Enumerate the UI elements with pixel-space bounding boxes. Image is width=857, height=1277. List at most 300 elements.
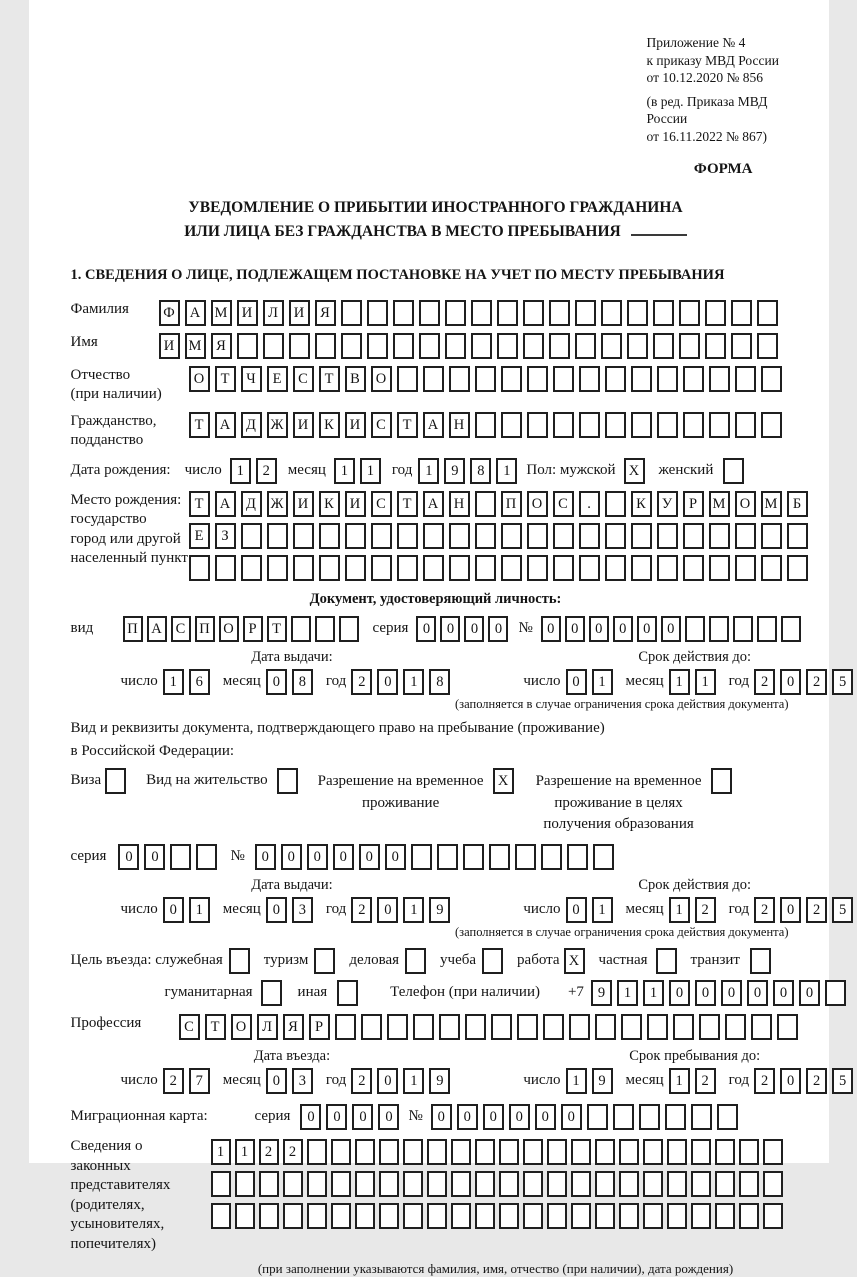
char-cell[interactable] xyxy=(639,1104,660,1130)
char-cell[interactable] xyxy=(445,300,466,326)
char-cell[interactable]: А xyxy=(215,412,236,438)
char-cell[interactable] xyxy=(547,1139,567,1165)
char-cell[interactable] xyxy=(757,616,777,642)
char-cell[interactable] xyxy=(575,300,596,326)
char-cell[interactable]: Р xyxy=(683,491,704,517)
char-cell[interactable]: 2 xyxy=(806,1068,827,1094)
char-cell[interactable] xyxy=(283,1171,303,1197)
char-cell[interactable] xyxy=(445,333,466,359)
char-cell[interactable]: К xyxy=(631,491,652,517)
char-cell[interactable]: 1 xyxy=(496,458,517,484)
char-cell[interactable]: 0 xyxy=(565,616,585,642)
char-cell[interactable] xyxy=(579,366,600,392)
char-cell[interactable] xyxy=(627,333,648,359)
char-cell[interactable]: Я xyxy=(315,300,336,326)
char-cell[interactable]: 1 xyxy=(189,897,210,923)
char-cell[interactable] xyxy=(379,1203,399,1229)
char-cell[interactable] xyxy=(761,412,782,438)
char-cell[interactable]: О xyxy=(189,366,210,392)
char-cell[interactable] xyxy=(621,1014,642,1040)
char-cell[interactable] xyxy=(475,523,496,549)
char-cell[interactable] xyxy=(259,1203,279,1229)
char-cell[interactable]: 0 xyxy=(561,1104,582,1130)
char-cell[interactable] xyxy=(709,616,729,642)
char-cell[interactable] xyxy=(367,300,388,326)
char-cell[interactable]: И xyxy=(159,333,180,359)
char-cell[interactable] xyxy=(471,300,492,326)
char-cell[interactable] xyxy=(189,555,210,581)
char-cell[interactable] xyxy=(553,412,574,438)
char-cell[interactable] xyxy=(237,333,258,359)
char-cell[interactable]: 0 xyxy=(378,1104,399,1130)
char-cell[interactable] xyxy=(235,1203,255,1229)
char-cell[interactable]: 2 xyxy=(806,669,827,695)
char-cell[interactable] xyxy=(685,616,705,642)
char-cell[interactable]: У xyxy=(657,491,678,517)
char-cell[interactable]: 0 xyxy=(488,616,508,642)
char-cell[interactable] xyxy=(787,523,808,549)
char-cell[interactable]: 0 xyxy=(431,1104,452,1130)
char-cell[interactable] xyxy=(196,844,217,870)
char-cell[interactable] xyxy=(527,412,548,438)
char-cell[interactable]: 1 xyxy=(334,458,355,484)
char-cell[interactable] xyxy=(595,1014,616,1040)
char-cell[interactable]: 8 xyxy=(429,669,450,695)
char-cell[interactable]: И xyxy=(345,412,366,438)
char-cell[interactable] xyxy=(667,1171,687,1197)
char-cell[interactable] xyxy=(471,333,492,359)
char-cell[interactable] xyxy=(423,555,444,581)
char-cell[interactable]: 2 xyxy=(806,897,827,923)
char-cell[interactable]: 0 xyxy=(566,669,587,695)
char-cell[interactable] xyxy=(543,1014,564,1040)
char-cell[interactable]: 2 xyxy=(256,458,277,484)
char-cell[interactable] xyxy=(553,555,574,581)
char-cell[interactable]: 1 xyxy=(669,1068,690,1094)
char-cell[interactable] xyxy=(761,523,782,549)
char-cell[interactable] xyxy=(757,333,778,359)
char-cell[interactable] xyxy=(397,555,418,581)
char-cell[interactable] xyxy=(667,1203,687,1229)
char-cell[interactable] xyxy=(619,1171,639,1197)
char-cell[interactable]: 3 xyxy=(292,897,313,923)
char-cell[interactable]: 0 xyxy=(566,897,587,923)
char-cell[interactable] xyxy=(211,1203,231,1229)
char-cell[interactable] xyxy=(397,366,418,392)
char-cell[interactable] xyxy=(307,1171,327,1197)
char-cell[interactable]: 0 xyxy=(483,1104,504,1130)
char-cell[interactable] xyxy=(355,1203,375,1229)
char-cell[interactable] xyxy=(475,1203,495,1229)
char-cell[interactable] xyxy=(263,333,284,359)
char-cell[interactable] xyxy=(605,366,626,392)
char-cell[interactable]: 0 xyxy=(613,616,633,642)
char-cell[interactable] xyxy=(725,1014,746,1040)
char-cell[interactable]: А xyxy=(423,412,444,438)
char-cell[interactable] xyxy=(709,523,730,549)
char-cell[interactable] xyxy=(427,1139,447,1165)
char-cell[interactable]: 0 xyxy=(464,616,484,642)
char-cell[interactable]: С xyxy=(553,491,574,517)
char-cell[interactable] xyxy=(567,844,588,870)
char-cell[interactable] xyxy=(605,412,626,438)
char-cell[interactable]: 0 xyxy=(780,897,801,923)
char-cell[interactable] xyxy=(553,366,574,392)
char-cell[interactable] xyxy=(699,1014,720,1040)
char-cell[interactable] xyxy=(449,523,470,549)
char-cell[interactable]: 2 xyxy=(754,669,775,695)
char-cell[interactable] xyxy=(451,1203,471,1229)
char-cell[interactable] xyxy=(705,300,726,326)
char-cell[interactable] xyxy=(449,555,470,581)
char-cell[interactable]: 6 xyxy=(189,669,210,695)
char-cell[interactable] xyxy=(757,300,778,326)
char-cell[interactable]: 0 xyxy=(669,980,690,1006)
char-cell[interactable] xyxy=(709,555,730,581)
char-cell[interactable] xyxy=(501,412,522,438)
char-cell[interactable] xyxy=(709,366,730,392)
char-cell[interactable] xyxy=(489,844,510,870)
char-cell[interactable]: 1 xyxy=(211,1139,231,1165)
char-cell[interactable] xyxy=(371,523,392,549)
char-cell[interactable] xyxy=(331,1171,351,1197)
char-cell[interactable] xyxy=(465,1014,486,1040)
char-cell[interactable]: 3 xyxy=(292,1068,313,1094)
char-cell[interactable] xyxy=(307,1139,327,1165)
char-cell[interactable] xyxy=(371,555,392,581)
char-cell[interactable]: Т xyxy=(319,366,340,392)
char-cell[interactable] xyxy=(643,1171,663,1197)
char-cell[interactable] xyxy=(283,1203,303,1229)
char-cell[interactable] xyxy=(739,1171,759,1197)
char-cell[interactable] xyxy=(691,1203,711,1229)
char-cell[interactable]: 0 xyxy=(333,844,354,870)
char-cell[interactable] xyxy=(355,1139,375,1165)
char-cell[interactable] xyxy=(170,844,191,870)
char-cell[interactable]: 9 xyxy=(592,1068,613,1094)
char-cell[interactable]: 0 xyxy=(773,980,794,1006)
char-cell[interactable] xyxy=(403,1171,423,1197)
char-cell[interactable] xyxy=(653,300,674,326)
char-cell[interactable] xyxy=(499,1171,519,1197)
char-cell[interactable] xyxy=(657,555,678,581)
char-cell[interactable]: Я xyxy=(283,1014,304,1040)
char-cell[interactable]: 2 xyxy=(754,897,775,923)
checkbox-residence-permit[interactable] xyxy=(277,768,298,794)
char-cell[interactable]: 0 xyxy=(300,1104,321,1130)
char-cell[interactable] xyxy=(235,1171,255,1197)
char-cell[interactable] xyxy=(553,523,574,549)
char-cell[interactable]: 0 xyxy=(780,669,801,695)
char-cell[interactable] xyxy=(449,366,470,392)
char-cell[interactable]: И xyxy=(293,491,314,517)
char-cell[interactable] xyxy=(523,1171,543,1197)
char-cell[interactable]: Л xyxy=(263,300,284,326)
char-cell[interactable]: О xyxy=(371,366,392,392)
char-cell[interactable]: Ж xyxy=(267,412,288,438)
char-cell[interactable] xyxy=(387,1014,408,1040)
char-cell[interactable] xyxy=(739,1139,759,1165)
char-cell[interactable]: О xyxy=(735,491,756,517)
char-cell[interactable] xyxy=(593,844,614,870)
char-cell[interactable]: П xyxy=(501,491,522,517)
char-cell[interactable] xyxy=(647,1014,668,1040)
char-cell[interactable] xyxy=(367,333,388,359)
char-cell[interactable]: Т xyxy=(189,491,210,517)
char-cell[interactable]: Т xyxy=(397,491,418,517)
char-cell[interactable] xyxy=(715,1203,735,1229)
char-cell[interactable]: 0 xyxy=(661,616,681,642)
checkbox-purpose-study[interactable] xyxy=(482,948,503,974)
char-cell[interactable] xyxy=(683,555,704,581)
char-cell[interactable]: А xyxy=(423,491,444,517)
char-cell[interactable] xyxy=(619,1139,639,1165)
char-cell[interactable]: Ч xyxy=(241,366,262,392)
char-cell[interactable]: 0 xyxy=(535,1104,556,1130)
char-cell[interactable] xyxy=(527,555,548,581)
char-cell[interactable]: М xyxy=(211,300,232,326)
char-cell[interactable] xyxy=(497,333,518,359)
char-cell[interactable]: 0 xyxy=(118,844,139,870)
char-cell[interactable] xyxy=(319,523,340,549)
char-cell[interactable]: О xyxy=(219,616,239,642)
char-cell[interactable] xyxy=(499,1139,519,1165)
char-cell[interactable] xyxy=(361,1014,382,1040)
char-cell[interactable]: 0 xyxy=(780,1068,801,1094)
char-cell[interactable]: 2 xyxy=(695,897,716,923)
char-cell[interactable]: 0 xyxy=(637,616,657,642)
char-cell[interactable] xyxy=(605,491,626,517)
char-cell[interactable] xyxy=(547,1171,567,1197)
char-cell[interactable]: 2 xyxy=(754,1068,775,1094)
char-cell[interactable]: 1 xyxy=(592,669,613,695)
char-cell[interactable] xyxy=(259,1171,279,1197)
char-cell[interactable]: А xyxy=(215,491,236,517)
char-cell[interactable] xyxy=(549,300,570,326)
char-cell[interactable] xyxy=(475,555,496,581)
char-cell[interactable] xyxy=(605,523,626,549)
char-cell[interactable] xyxy=(715,1139,735,1165)
char-cell[interactable]: 1 xyxy=(643,980,664,1006)
char-cell[interactable] xyxy=(501,366,522,392)
char-cell[interactable]: Л xyxy=(257,1014,278,1040)
char-cell[interactable]: 0 xyxy=(440,616,460,642)
char-cell[interactable] xyxy=(411,844,432,870)
char-cell[interactable] xyxy=(241,555,262,581)
checkbox-temp-permit[interactable]: X xyxy=(493,768,514,794)
char-cell[interactable]: С xyxy=(371,491,392,517)
char-cell[interactable] xyxy=(451,1171,471,1197)
char-cell[interactable] xyxy=(601,300,622,326)
checkbox-purpose-delovaya[interactable] xyxy=(405,948,426,974)
char-cell[interactable] xyxy=(523,1203,543,1229)
char-cell[interactable] xyxy=(735,555,756,581)
char-cell[interactable]: 0 xyxy=(589,616,609,642)
char-cell[interactable] xyxy=(679,300,700,326)
checkbox-purpose-humanitarian[interactable] xyxy=(261,980,282,1006)
char-cell[interactable]: 8 xyxy=(470,458,491,484)
char-cell[interactable]: 2 xyxy=(163,1068,184,1094)
char-cell[interactable]: 1 xyxy=(403,897,424,923)
char-cell[interactable]: 1 xyxy=(360,458,381,484)
char-cell[interactable]: Ж xyxy=(267,491,288,517)
char-cell[interactable]: 0 xyxy=(457,1104,478,1130)
char-cell[interactable]: 0 xyxy=(377,1068,398,1094)
char-cell[interactable] xyxy=(419,333,440,359)
char-cell[interactable] xyxy=(763,1203,783,1229)
char-cell[interactable]: И xyxy=(345,491,366,517)
char-cell[interactable]: 5 xyxy=(832,1068,853,1094)
char-cell[interactable]: Ф xyxy=(159,300,180,326)
char-cell[interactable]: Н xyxy=(449,491,470,517)
char-cell[interactable]: 0 xyxy=(163,897,184,923)
char-cell[interactable]: 0 xyxy=(377,669,398,695)
char-cell[interactable]: 0 xyxy=(377,897,398,923)
char-cell[interactable] xyxy=(307,1203,327,1229)
char-cell[interactable] xyxy=(665,1104,686,1130)
char-cell[interactable] xyxy=(731,333,752,359)
char-cell[interactable] xyxy=(491,1014,512,1040)
char-cell[interactable] xyxy=(475,412,496,438)
char-cell[interactable] xyxy=(345,555,366,581)
char-cell[interactable]: 0 xyxy=(144,844,165,870)
char-cell[interactable] xyxy=(825,980,846,1006)
char-cell[interactable] xyxy=(579,412,600,438)
char-cell[interactable]: . xyxy=(579,491,600,517)
char-cell[interactable]: 0 xyxy=(266,1068,287,1094)
char-cell[interactable]: 2 xyxy=(351,669,372,695)
char-cell[interactable] xyxy=(605,555,626,581)
char-cell[interactable] xyxy=(667,1139,687,1165)
char-cell[interactable] xyxy=(379,1139,399,1165)
char-cell[interactable] xyxy=(777,1014,798,1040)
char-cell[interactable] xyxy=(315,333,336,359)
char-cell[interactable] xyxy=(657,412,678,438)
char-cell[interactable] xyxy=(657,366,678,392)
char-cell[interactable] xyxy=(437,844,458,870)
char-cell[interactable] xyxy=(541,844,562,870)
char-cell[interactable] xyxy=(595,1139,615,1165)
checkbox-purpose-private[interactable] xyxy=(656,948,677,974)
char-cell[interactable] xyxy=(379,1171,399,1197)
char-cell[interactable]: 2 xyxy=(351,1068,372,1094)
char-cell[interactable] xyxy=(515,844,536,870)
char-cell[interactable] xyxy=(631,555,652,581)
char-cell[interactable]: 1 xyxy=(566,1068,587,1094)
char-cell[interactable] xyxy=(613,1104,634,1130)
char-cell[interactable] xyxy=(549,333,570,359)
char-cell[interactable]: М xyxy=(761,491,782,517)
char-cell[interactable] xyxy=(657,523,678,549)
char-cell[interactable]: 1 xyxy=(592,897,613,923)
char-cell[interactable] xyxy=(331,1139,351,1165)
char-cell[interactable]: Т xyxy=(205,1014,226,1040)
char-cell[interactable] xyxy=(497,300,518,326)
char-cell[interactable] xyxy=(751,1014,772,1040)
char-cell[interactable]: М xyxy=(709,491,730,517)
char-cell[interactable]: Т xyxy=(215,366,236,392)
char-cell[interactable]: И xyxy=(293,412,314,438)
checkbox-purpose-business[interactable] xyxy=(229,948,250,974)
char-cell[interactable]: 0 xyxy=(281,844,302,870)
char-cell[interactable] xyxy=(335,1014,356,1040)
checkbox-gender-female[interactable] xyxy=(723,458,744,484)
char-cell[interactable]: И xyxy=(289,300,310,326)
char-cell[interactable] xyxy=(691,1171,711,1197)
char-cell[interactable] xyxy=(571,1171,591,1197)
char-cell[interactable] xyxy=(289,333,310,359)
char-cell[interactable] xyxy=(267,555,288,581)
char-cell[interactable] xyxy=(733,616,753,642)
char-cell[interactable] xyxy=(451,1139,471,1165)
char-cell[interactable]: 0 xyxy=(326,1104,347,1130)
char-cell[interactable] xyxy=(631,412,652,438)
char-cell[interactable] xyxy=(475,366,496,392)
char-cell[interactable]: 0 xyxy=(509,1104,530,1130)
char-cell[interactable]: О xyxy=(527,491,548,517)
char-cell[interactable] xyxy=(735,523,756,549)
char-cell[interactable] xyxy=(683,412,704,438)
char-cell[interactable]: Я xyxy=(211,333,232,359)
char-cell[interactable]: 1 xyxy=(669,897,690,923)
char-cell[interactable] xyxy=(463,844,484,870)
char-cell[interactable] xyxy=(571,1203,591,1229)
char-cell[interactable] xyxy=(781,616,801,642)
char-cell[interactable]: 0 xyxy=(255,844,276,870)
char-cell[interactable] xyxy=(631,523,652,549)
char-cell[interactable] xyxy=(475,1139,495,1165)
char-cell[interactable]: 1 xyxy=(163,669,184,695)
char-cell[interactable]: 5 xyxy=(832,669,853,695)
char-cell[interactable] xyxy=(393,333,414,359)
char-cell[interactable] xyxy=(643,1203,663,1229)
char-cell[interactable] xyxy=(527,523,548,549)
char-cell[interactable] xyxy=(595,1171,615,1197)
char-cell[interactable] xyxy=(293,523,314,549)
char-cell[interactable]: К xyxy=(319,412,340,438)
char-cell[interactable]: 7 xyxy=(189,1068,210,1094)
char-cell[interactable]: Е xyxy=(189,523,210,549)
char-cell[interactable]: 0 xyxy=(266,669,287,695)
char-cell[interactable]: С xyxy=(371,412,392,438)
char-cell[interactable] xyxy=(673,1014,694,1040)
char-cell[interactable] xyxy=(523,333,544,359)
char-cell[interactable]: И xyxy=(237,300,258,326)
char-cell[interactable] xyxy=(427,1203,447,1229)
char-cell[interactable] xyxy=(523,1139,543,1165)
checkbox-purpose-tourism[interactable] xyxy=(314,948,335,974)
char-cell[interactable] xyxy=(579,523,600,549)
char-cell[interactable]: 1 xyxy=(418,458,439,484)
char-cell[interactable]: 0 xyxy=(352,1104,373,1130)
char-cell[interactable]: 1 xyxy=(695,669,716,695)
checkbox-purpose-transit[interactable] xyxy=(750,948,771,974)
char-cell[interactable] xyxy=(211,1171,231,1197)
char-cell[interactable] xyxy=(571,1139,591,1165)
char-cell[interactable]: 0 xyxy=(307,844,328,870)
checkbox-visa[interactable] xyxy=(105,768,126,794)
char-cell[interactable] xyxy=(523,300,544,326)
char-cell[interactable] xyxy=(761,555,782,581)
char-cell[interactable]: 1 xyxy=(669,669,690,695)
char-cell[interactable] xyxy=(569,1014,590,1040)
char-cell[interactable]: 1 xyxy=(235,1139,255,1165)
char-cell[interactable] xyxy=(601,333,622,359)
char-cell[interactable] xyxy=(423,523,444,549)
char-cell[interactable] xyxy=(579,555,600,581)
char-cell[interactable]: 0 xyxy=(695,980,716,1006)
checkbox-gender-male[interactable]: X xyxy=(624,458,645,484)
